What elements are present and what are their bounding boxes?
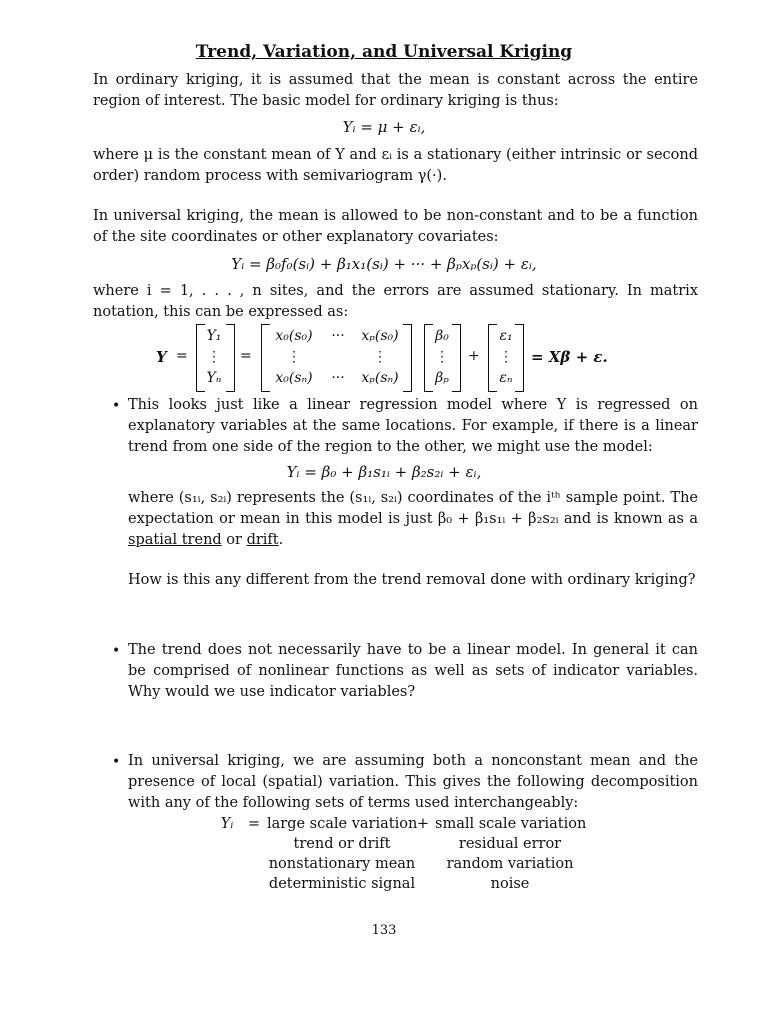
b-vec-1: β₀ [435, 328, 449, 344]
matrix-equation [0, 322, 768, 394]
matrix-rhs: = Xβ + ε. [531, 348, 608, 366]
y-vec-1: Y₁ [206, 328, 222, 344]
decomp-equals: = [247, 816, 261, 832]
e-vec-1: ε₁ [499, 328, 513, 344]
equation-linear-trend: Yᵢ = β₀ + β₁s₁ᵢ + β₂s₂ᵢ + εᵢ, [286, 463, 482, 481]
bracket [403, 324, 412, 392]
x-mat-r3c2: ··· [331, 370, 345, 386]
decomp-lhs: Yᵢ [220, 816, 234, 832]
y-vec-2: ⋮ [207, 349, 221, 365]
decomp-right: small scale variation [435, 816, 587, 832]
equation-universal-model: Yᵢ = β₀f₀(sᵢ) + β₁x₁(sᵢ) + ··· + βₚxₚ(sᵢ) + εᵢ, [231, 255, 537, 273]
decomp-right: random variation [446, 856, 574, 872]
text-span: where (s₁ᵢ, s₂ᵢ) represents the (s₁ᵢ, s₂ᵢ) coordinates of the iᵗʰ sample point. The expectation or mean in this model is just β₀ + β₁s₁ᵢ + β₂s₂ᵢ and is known as a [128, 490, 698, 527]
bracket [452, 324, 461, 392]
matrix-equals: = [176, 348, 188, 364]
matrix-lhs: Y [156, 348, 167, 366]
e-vec-2: ⋮ [499, 349, 513, 365]
table-row [215, 876, 595, 896]
decomp-plus: + [416, 816, 430, 832]
text-span: or [221, 532, 247, 548]
x-mat-r1c2: ··· [331, 328, 345, 344]
decomp-left: nonstationary mean [268, 856, 416, 872]
bullet-nonlinear-trend: The trend does not necessarily have to be a linear model. In general it can be comprised of nonlinear functions as well as sets of indicator variables. Why would we use indicator variables? [128, 642, 698, 700]
b-vec-2: ⋮ [435, 349, 449, 365]
text-span: . [278, 532, 284, 548]
bracket [515, 324, 524, 392]
decomp-right: noise [490, 876, 530, 892]
page-title: Trend, Variation, and Universal Kriging [195, 42, 573, 62]
bullet: • [112, 643, 121, 659]
bullet: • [112, 754, 121, 770]
table-row [215, 836, 595, 856]
page-number: 133 [371, 923, 397, 938]
x-mat-r2c1: ⋮ [287, 349, 301, 365]
decomp-left: trend or drift [293, 836, 391, 852]
x-mat-r3c3: xₚ(sₙ) [361, 370, 399, 386]
bullet: • [112, 398, 121, 414]
bullet-linear-regression: This looks just like a linear regression model where Y is regressed on explanatory variables at the same locations. For example, if there is a linear trend from one side of the region to the other, we might use the model: [128, 397, 698, 455]
paragraph-ordinary-kriging: In ordinary kriging, it is assumed that the mean is constant across the entire region of interest. The basic model for ordinary kriging is thus: [93, 72, 698, 109]
bullet-decomposition: In universal kriging, we are assuming both a nonconstant mean and the presence of local (spatial) variation. This gives the following decomposition with any of the following sets of terms used interchangeably: [128, 753, 698, 811]
decomp-left: large scale variation [267, 816, 418, 832]
equation-ordinary-model: Yᵢ = μ + εᵢ, [342, 118, 426, 136]
table-row [215, 816, 595, 836]
x-mat-r1c1: x₀(s₀) [275, 328, 313, 344]
table-row [215, 856, 595, 876]
x-mat-r2c3: ⋮ [373, 349, 387, 365]
paragraph-mean-definition: where μ is the constant mean of Y and εᵢ is a stationary (either intrinsic or second order) random process with semivariogram γ(·). [93, 147, 698, 184]
y-vec-3: Yₙ [206, 370, 222, 386]
matrix-plus: + [468, 348, 480, 364]
decomposition-table [215, 816, 595, 896]
bracket [226, 324, 235, 392]
bullet-linear-regression-explanation [128, 488, 698, 551]
question-trend-removal: How is this any different from the trend removal done with ordinary kriging? [128, 572, 696, 588]
term-spatial-trend: spatial trend [128, 532, 222, 548]
x-mat-r1c3: xₚ(s₀) [361, 328, 399, 344]
e-vec-3: εₙ [499, 370, 513, 386]
b-vec-3: βₚ [435, 370, 449, 386]
x-mat-r3c1: x₀(sₙ) [275, 370, 313, 386]
paragraph-matrix-notation: where i = 1, . . . , n sites, and the errors are assumed stationary. In matrix notation, this can be expressed as: [93, 283, 698, 320]
paragraph-universal-kriging: In universal kriging, the mean is allowed to be non-constant and to be a function of the site coordinates or other explanatory covariates: [93, 208, 698, 245]
decomp-right: residual error [458, 836, 562, 852]
decomp-left: deterministic signal [268, 876, 416, 892]
term-drift: drift [246, 532, 279, 548]
matrix-equals-2: = [240, 348, 252, 364]
